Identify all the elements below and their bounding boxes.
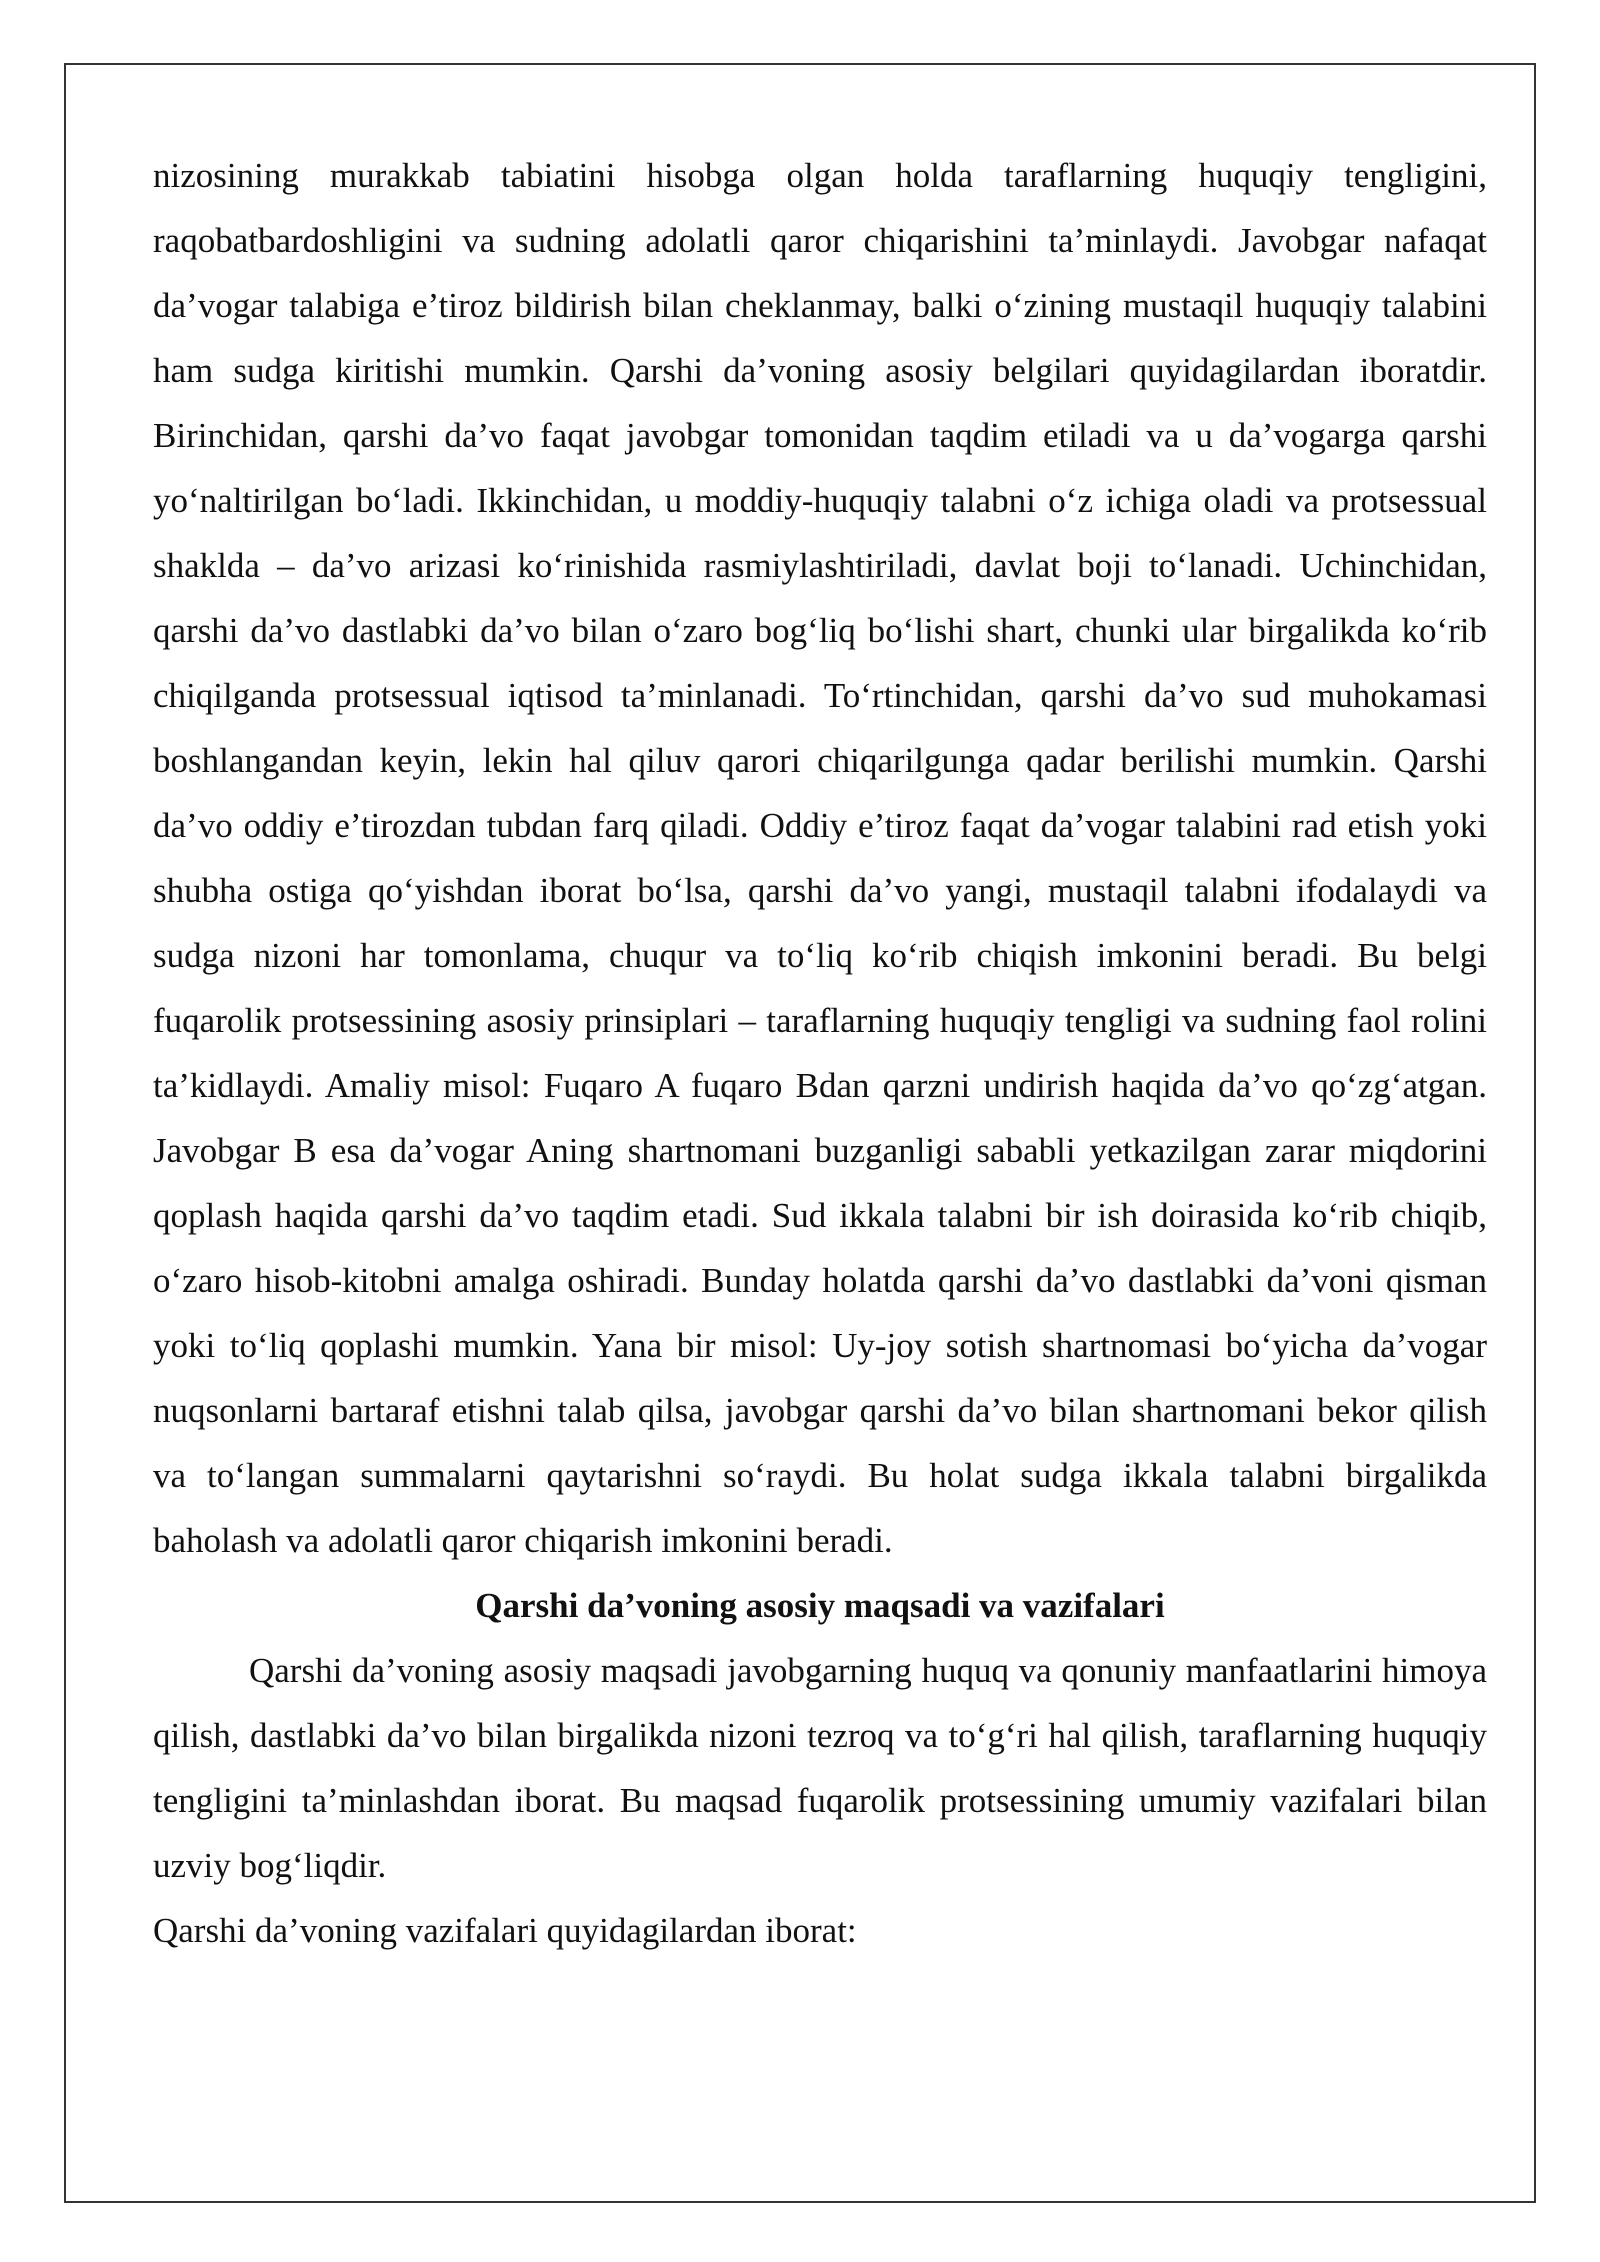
body-paragraph: Qarshi da’voning asosiy maqsadi javobgarning huquq va qonuniy manfaatlarini himoya qilish, dastlabki da’vo bilan birgalikda nizoni tezroq va to‘g‘ri hal qilish, taraflarning huquqiy tengligini ta’minlashdan iborat. Bu maqsad fuqarolik protsessining umumiy vazifalari bilan uzviy bog‘liqdir. (153, 1651, 1487, 1885)
body-paragraph: nizosining murakkab tabiatini hisobga olgan holda taraflarning huquqiy tengligini, raqobatbardoshligini va sudning adolatli qaror chiqarishini ta’minlaydi. Javobgar nafaqat da’vogar talabiga e’tiroz bildirish bilan cheklanmay, balki o‘zining mustaqil huquqiy talabini ham sudga kiritishi mumkin. Qarshi da’voning asosiy belgilari quyidagilardan iboratdir. Birinchidan, qarshi da’vo faqat javobgar tomonidan taqdim etiladi va u da’vogarga qarshi yo‘naltirilgan bo‘ladi. Ikkinchidan, u moddiy-huquqiy talabni o‘z ichiga oladi va protsessual shaklda – da’vo arizasi ko‘rinishida rasmiylashtiriladi, davlat boji to‘lanadi. Uchinchidan, qarshi da’vo dastlabki da’vo bilan o‘zaro bog‘liq bo‘lishi shart, chunki ular birgalikda ko‘rib chiqilganda protsessual iqtisod ta’minlanadi. To‘rtinchidan, qarshi da’vo sud muhokamasi boshlangandan keyin, lekin hal qiluv qarori chiqarilgunga qadar berilishi mumkin. Qarshi da’vo oddiy e’tirozdan tubdan farq qiladi. Oddiy e’tiroz faqat da’vogar talabini rad etish yoki shubha ostiga qo‘yishdan iborat bo‘lsa, qarshi da’vo yangi, mustaqil talabni ifodalaydi va sudga nizoni har tomonlama, chuqur va to‘liq ko‘rib chiqish imkonini beradi. Bu belgi fuqarolik protsessining asosiy prinsiplari – taraflarning huquqiy tengligi va sudning faol rolini ta’kidlaydi. Amaliy misol: Fuqaro A fuqaro Bdan qarzni undirish haqida da’vo qo‘zg‘atgan. Javobgar B esa da’vogar Aning shartnomani buzganligi sababli yetkazilgan zarar miqdorini qoplash haqida qarshi da’vo taqdim etadi. Sud ikkala talabni bir ish doirasida ko‘rib chiqib, o‘zaro hisob-kitobni amalga oshiradi. Bunday holatda qarshi da’vo dastlabki da’voni qisman yoki to‘liq qoplashi mumkin. Yana bir misol: Uy-joy sotish shartnomasi bo‘yicha da’vogar nuqsonlarni bartaraf etishni talab qilsa, javobgar qarshi da’vo bilan shartnomani bekor qilish va to‘langan summalarni qaytarishni so‘raydi. Bu holat sudga ikkala talabni birgalikda baholash va adolatli qaror chiqarish imkonini beradi. (153, 156, 1487, 1560)
section-heading: Qarshi da’voning asosiy maqsadi va vazifalari (475, 1586, 1165, 1625)
body-paragraph: Qarshi da’voning vazifalari quyidagilardan iborat: (153, 1911, 857, 1950)
document-body (153, 143, 1487, 1963)
